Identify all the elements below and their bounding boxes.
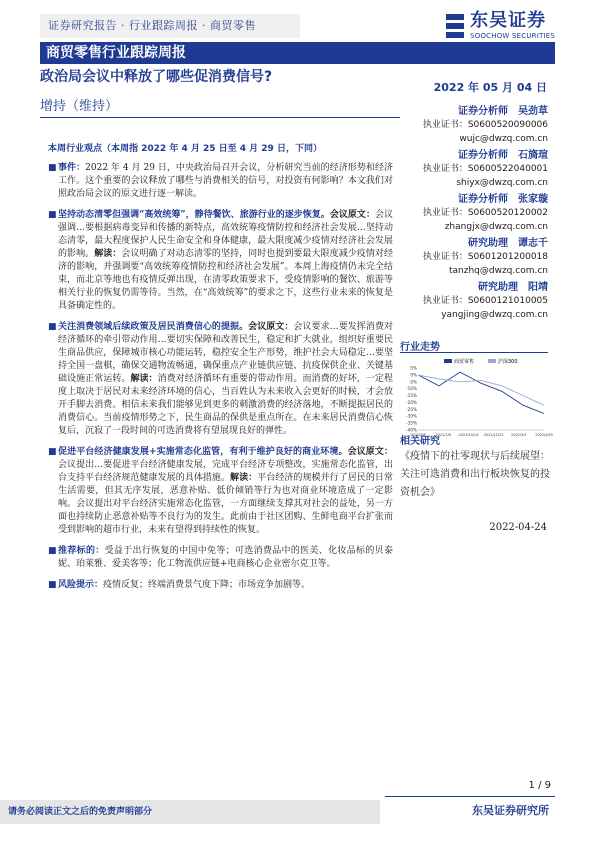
footer-org-name: 东吴证券研究所 — [472, 804, 549, 817]
analyst-cert: 执业证书：S0600121010005 — [422, 296, 548, 306]
legend-swatch-csi300 — [488, 359, 496, 363]
y-tick-label: -20% — [406, 399, 417, 405]
y-tick-label: -35% — [406, 420, 417, 426]
footer-divider — [385, 796, 555, 797]
policy-title: 坚持动态清零但强调“高效统筹”，静待餐饮、旅游行业的逐步恢复。 — [58, 210, 330, 220]
bullet-icon: ■ — [48, 447, 57, 457]
logo-name-cn: 东吴证券 — [470, 10, 547, 31]
x-tick-label: 2021/12/23 — [483, 433, 504, 437]
interpretation-label: 解读： — [230, 473, 258, 483]
platform-title: 促进平台经济健康发展+实施常态化监管，有利于维护良好的商业环境。 — [58, 447, 348, 457]
policy-paragraph — [48, 209, 393, 313]
report-date: 2022 年 05 月 04 日 — [433, 81, 547, 94]
y-tick-label: -25% — [406, 406, 417, 412]
legend-swatch-retail — [444, 359, 452, 363]
trend-title: 行业走势 — [400, 342, 440, 353]
analyst-name: 研究助理 阳靖 — [478, 282, 548, 293]
bullet-icon: ■ — [48, 322, 57, 332]
analyst-cert: 执业证书：S0601201200018 — [422, 252, 548, 262]
analyst-email[interactable]: zhangjx@dwzq.com.cn — [444, 222, 548, 232]
related-research-title: 相关研究 — [400, 436, 440, 447]
industry-trend-chart — [402, 356, 553, 440]
x-tick-label: 2022/4/29 — [535, 433, 553, 437]
recommendation-text: 受益于出行恢复的中国中免等；可选消费品中的医美、化妆品标的贝泰妮、珀莱雅、爱美客等；化工物流供应链+电商核心企业密尔克卫等。 — [58, 546, 393, 569]
page-number: 1 / 9 — [528, 780, 551, 791]
platform-paragraph — [48, 446, 393, 537]
analyst-entry — [400, 192, 548, 234]
logo-name-en: SOOCHOW SECURITIES — [470, 32, 555, 40]
meeting-text-label: 会议原文： — [329, 210, 375, 220]
y-tick-label: -10% — [406, 386, 417, 392]
related-research-date: 2022-04-24 — [489, 522, 547, 533]
analyst-entry — [400, 104, 548, 146]
interpretation-label: 解读： — [130, 374, 158, 384]
meeting-text-label: 会议原文： — [347, 447, 393, 457]
analyst-entry — [400, 148, 548, 190]
recommendation-paragraph — [48, 545, 393, 571]
analyst-email[interactable]: yangjing@dwzq.com.cn — [441, 310, 548, 320]
bullet-icon: ■ — [48, 163, 57, 173]
x-tick-label: 2021/7/6 — [435, 433, 451, 437]
chart-y-axis — [406, 366, 544, 433]
risk-paragraph — [48, 579, 393, 592]
x-tick-label: 2022/3/3 — [511, 433, 527, 437]
chart-legend — [444, 358, 518, 365]
risk-label: 风险提示： — [58, 580, 104, 590]
risk-text: 疫情反复；终端消费景气度下降；市场竞争加剧等。 — [103, 580, 311, 590]
y-tick-label: -15% — [406, 393, 417, 399]
analyst-cert: 执业证书：S0600520090006 — [422, 120, 548, 130]
logo-mark-icon — [446, 12, 464, 40]
consumption-title: 关注消费领域后续政策及居民消费信心的提振。 — [58, 322, 249, 332]
y-tick-label: -5% — [408, 379, 417, 385]
legend-label-csi300: 沪深300 — [498, 359, 518, 365]
analyst-email[interactable]: wujc@dwzq.com.cn — [459, 134, 548, 144]
meeting-text: 会议要求…要发挥消费对经济循环的牵引带动作用…要切实保障和改善民生，稳定和扩大就业，组织好重要民生商品供应，保障城市核心功能运转，稳控安全生产形势，维护社会大局稳定…要坚持全国一盘棋，确保交通物流畅通，确保重点产业链供应链、抗疫保供企业、关键基础设施正常运转。 — [58, 322, 393, 384]
meeting-text: 会议强调…要根据病毒变异和传播的新特点，高效统筹疫情防控和经济社会发展…坚持动态清零，最大程度保护人民生命安全和身体健康，最大限度减少疫情对经济社会发展的影响。 — [58, 210, 393, 259]
interpretation-text: 会议明确了对动态清零的坚持，同时也提到要最大限度减少疫情对经济的影响，并强调要“高效统筹疫情防控和经济社会发展”。本周上海疫情仍未完全结束，而北京等地也有疫情反弹出现，在清零政策要求下，受疫情影响的餐饮、旅游等相关行业的恢复仍需等待。当然，在“高效统筹”的要求之下，这些行业未来的恢复是具备确定性的。 — [58, 249, 393, 311]
header-divider — [40, 117, 400, 118]
analyst-email[interactable]: shiyx@dwzq.com.cn — [456, 178, 548, 188]
meeting-text: 会议提出…要促进平台经济健康发展，完成平台经济专项整改，实施常态化监管，出台支持平台经济规范健康发展的具体措施。 — [58, 460, 393, 483]
analyst-email[interactable]: tanzhq@dwzq.com.cn — [449, 266, 548, 276]
y-tick-label: 0% — [410, 372, 417, 378]
x-tick-label: 2021/5/6 — [410, 433, 426, 437]
interpretation-text: 消费对经济循环有重要的带动作用。而消费的好坏，一定程度上取决于居民对未来经济环境的信心，当百姓认为未来收入会更好的时候，才会放开手脚去消费。相信未来我们能够见到更多的刺激消费的经济落地，不断提振居民的消费信心。当前疫情形势之下，民生商品的保供是重点所在。在未来居民消费信心恢复后，沉寂了一段时间的可选消费将有望展现良好的弹性。 — [58, 374, 393, 436]
analyst-entry — [400, 236, 548, 278]
meeting-text-label: 会议原文： — [248, 322, 294, 332]
analyst-panel — [400, 104, 548, 324]
interpretation-label: 解读： — [94, 249, 122, 259]
bullet-icon: ■ — [48, 580, 57, 590]
related-research-link[interactable]: 《疫情下的社零现状与后续展望：关注可选消费和出行板块恢复的投资机会》 — [400, 451, 550, 498]
report-headline: 政治局会议中释放了哪些促消费信号? — [40, 69, 273, 85]
event-text: 2022 年 4 月 29 日，中央政治局召开会议，分析研究当前的经济形势和经济工作。这个重要的会议释放了哪些与消费相关的信号，对投资有何影响？本文我们对照政治局会议的原文进行逐一解读。 — [58, 163, 393, 199]
report-type-bar: 商贸零售行业跟踪周报 — [40, 42, 555, 64]
chart-series — [418, 372, 544, 413]
bullet-icon: ■ — [48, 546, 57, 556]
y-tick-label: 5% — [410, 365, 417, 371]
analyst-name: 研究助理 谭志千 — [468, 238, 548, 249]
company-logo — [446, 12, 555, 40]
bullet-icon: ■ — [48, 210, 57, 220]
analyst-name: 证券分析师 石旖瑄 — [458, 150, 548, 161]
legend-label-retail: 商贸零售 — [454, 359, 475, 365]
weekly-view-heading: 本周行业观点（本周指 2022 年 4 月 25 日至 4 月 29 日，下同） — [48, 144, 322, 154]
x-tick-label: 2021/10/14 — [458, 433, 479, 437]
y-tick-label: -30% — [406, 413, 417, 419]
recommendation-label: 推荐标的： — [58, 546, 105, 556]
analyst-name: 证券分析师 张家璇 — [458, 194, 548, 205]
consumption-paragraph — [48, 321, 393, 438]
rating-label: 增持（维持） — [40, 99, 119, 114]
interpretation-text: 平台经济的规模并行了居民的日常生活需要，但其无序发展，恶意补贴、低价倾销等行为也对商业环境造成了一定影响。会议提出对平台经济实施常态化监管，一方面继续支撑其对社会的益处，另一方面也持续防止恶意补贴等不良行为的发生。此前由于社区团购、生鲜电商平台扩张而受到影响的超市行业，未来有望得到持续性的恢复。 — [58, 473, 393, 535]
main-body — [48, 141, 393, 600]
event-label: 事件： — [58, 163, 86, 173]
analyst-entry — [400, 280, 548, 322]
analyst-name: 证券分析师 吴劲草 — [458, 106, 548, 117]
analyst-cert: 执业证书：S0600520120002 — [422, 208, 548, 218]
y-tick-label: -40% — [406, 427, 417, 433]
event-paragraph — [48, 162, 393, 201]
report-breadcrumb: 证券研究报告 · 行业跟踪周报 · 商贸零售 — [40, 14, 300, 38]
disclaimer-notice: 请务必阅读正文之后的免责声明部分 — [0, 800, 380, 824]
analyst-cert: 执业证书：S0600522040001 — [422, 164, 548, 174]
trend-divider — [400, 352, 548, 353]
series-line-csi300 — [418, 375, 544, 405]
